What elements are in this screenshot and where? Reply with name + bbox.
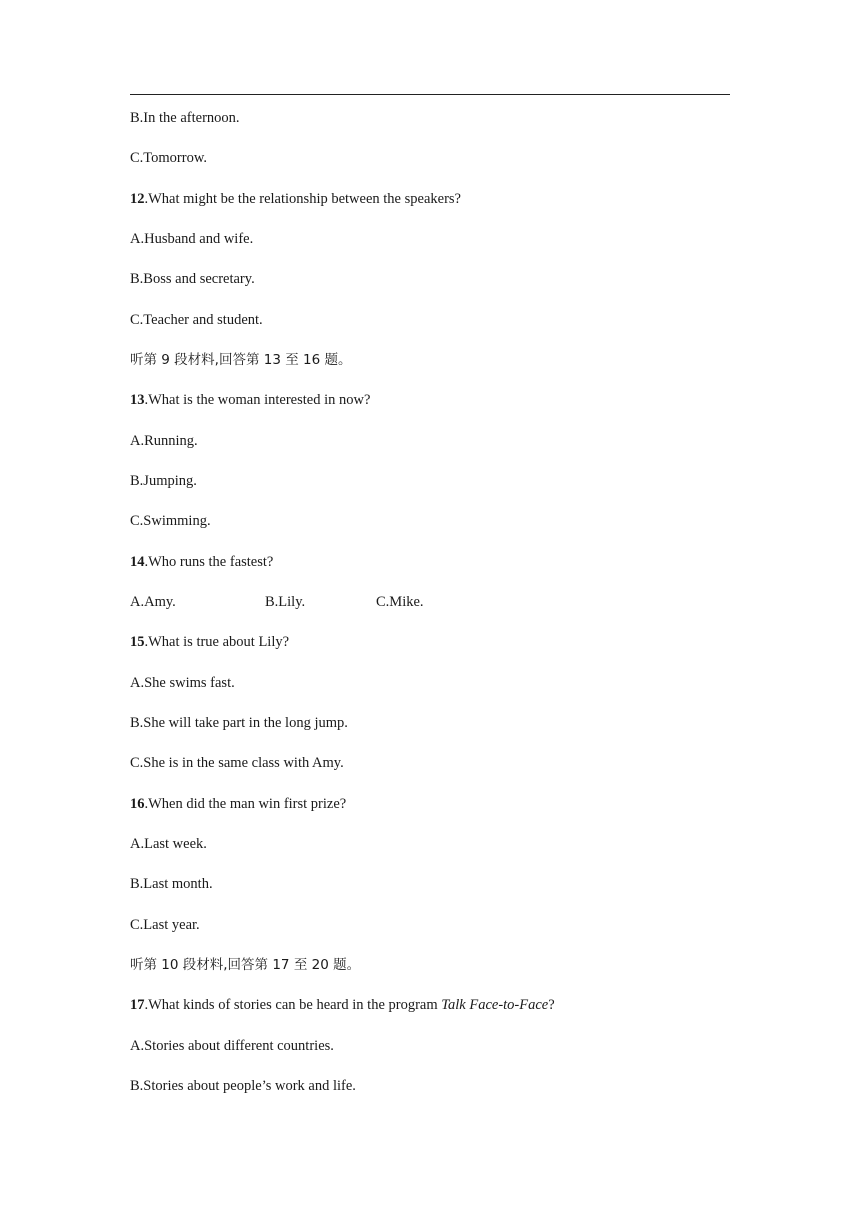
question-15 [130,633,289,651]
header-rule [130,94,730,95]
question-number: 13 [130,392,145,408]
section-instruction: 听第 10 段材料,回答第 17 至 20 题。 [130,957,361,973]
question-text: .What might be the relationship between the speakers? [144,191,461,207]
option-line: C.She is in the same class with Amy. [130,755,344,771]
option-b: B.Lily. [265,594,306,610]
option-a: A.Amy. [130,594,176,610]
question-text: .What is true about Lily? [144,634,290,650]
section-instruction: 听第 9 段材料,回答第 13 至 16 题。 [130,352,352,368]
option-line: A.Last week. [130,836,207,852]
option-line: B.Last month. [130,876,213,892]
option-line: A.Running. [130,433,198,449]
option-line: B.In the afternoon. [130,110,240,126]
question-number: 16 [130,796,145,812]
question-number: 17 [130,997,145,1013]
question-14 [130,553,273,571]
question-17 [130,996,555,1014]
option-line: B.Stories about people’s work and life. [130,1078,356,1094]
option-line: A.Husband and wife. [130,231,254,247]
question-text: .When did the man win first prize? [144,796,347,812]
question-number: 12 [130,191,145,207]
option-line: C.Teacher and student. [130,312,263,328]
option-line: C.Swimming. [130,513,211,529]
option-line: A.Stories about different countries. [130,1038,334,1054]
question-number: 14 [130,554,145,570]
question-13 [130,391,370,409]
question-end: ? [548,997,555,1013]
option-line: C.Tomorrow. [130,150,207,166]
option-row [130,593,530,611]
question-text: .Who runs the fastest? [144,554,274,570]
program-title: Talk Face-to-Face [441,997,549,1013]
option-line: B.She will take part in the long jump. [130,715,348,731]
option-line: B.Jumping. [130,473,197,489]
question-12 [130,190,461,208]
option-line: C.Last year. [130,917,200,933]
question-text: .What kinds of stories can be heard in the program [144,997,442,1013]
option-c: C.Mike. [376,594,424,610]
question-text: .What is the woman interested in now? [144,392,371,408]
option-line: A.She swims fast. [130,675,235,691]
option-line: B.Boss and secretary. [130,271,255,287]
question-16 [130,795,346,813]
question-number: 15 [130,634,145,650]
